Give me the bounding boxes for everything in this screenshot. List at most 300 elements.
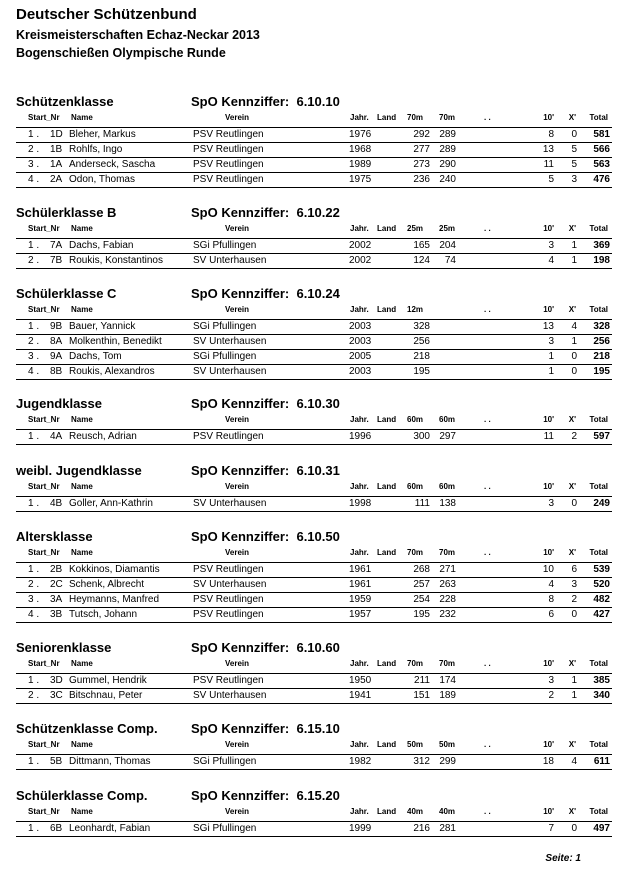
cell-place: 2 . [28, 144, 40, 155]
column-tens: 10' [543, 415, 554, 424]
column-verein: Verein [225, 548, 250, 557]
column-dots: . . [484, 548, 491, 557]
column-distance-1: 70m [407, 113, 424, 122]
cell-xs: 2 [571, 594, 577, 605]
cell-tens: 11 [543, 431, 554, 442]
spo-label: SpO Kennziffer: [191, 286, 290, 301]
column-total: Total [589, 548, 608, 557]
cell-place: 4 . [28, 366, 40, 377]
cell-score-2: 74 [444, 255, 456, 266]
table-row [16, 239, 612, 254]
cell-score-2: 228 [439, 594, 456, 605]
document-title: Deutscher Schützenbund [16, 6, 197, 23]
table-row [16, 173, 612, 188]
cell-total: 218 [593, 351, 610, 362]
cell-year: 1998 [349, 498, 372, 509]
cell-total: 340 [593, 690, 610, 701]
cell-name: Heymanns, Manfred [69, 594, 160, 605]
cell-total: 249 [593, 498, 610, 509]
cell-start-nr: 2B [50, 564, 63, 575]
column-verein: Verein [225, 415, 250, 424]
spo-label: SpO Kennziffer: [191, 463, 290, 478]
spo-code [191, 721, 340, 736]
spo-label: SpO Kennziffer: [191, 205, 290, 220]
column-xs: X' [568, 482, 576, 491]
section-title: Altersklasse [16, 529, 93, 544]
cell-xs: 1 [571, 336, 577, 347]
section-title: Schützenklasse [16, 94, 114, 109]
cell-place: 4 . [28, 174, 40, 185]
column-distance-2: 40m [439, 807, 456, 816]
cell-xs: 5 [571, 144, 577, 155]
column-distance-2: 70m [439, 113, 456, 122]
spo-number: 6.10.22 [296, 205, 340, 220]
column-land: Land [377, 659, 397, 668]
cell-start-nr: 4A [50, 431, 63, 442]
cell-tens: 13 [542, 144, 554, 155]
cell-club: SGi Pfullingen [193, 321, 257, 332]
column-xs: X' [568, 415, 576, 424]
column-tens: 10' [543, 482, 554, 491]
cell-score-2: 189 [439, 690, 456, 701]
table-row [16, 674, 612, 689]
cell-score-1: 218 [413, 351, 430, 362]
spo-code [191, 94, 340, 109]
table-row [16, 335, 612, 350]
column-total: Total [589, 659, 608, 668]
spo-code [191, 286, 340, 301]
spo-label: SpO Kennziffer: [191, 721, 290, 736]
cell-score-1: 254 [413, 594, 430, 605]
cell-score-2: 299 [439, 756, 456, 767]
column-header-row [0, 482, 631, 496]
cell-total: 482 [593, 594, 610, 605]
cell-score-1: 195 [413, 609, 430, 620]
cell-score-1: 328 [413, 321, 430, 332]
cell-start-nr: 8B [50, 366, 63, 377]
cell-total: 539 [593, 564, 610, 575]
cell-place: 3 . [28, 351, 40, 362]
table-row [16, 563, 612, 578]
column-name: Name [71, 740, 93, 749]
table-row [16, 320, 612, 335]
cell-year: 1941 [349, 690, 372, 701]
table-row [16, 578, 612, 593]
cell-total: 566 [593, 144, 610, 155]
column-jahr: Jahr. [350, 224, 369, 233]
cell-tens: 8 [548, 129, 554, 140]
section-title: Schülerklasse C [16, 286, 117, 301]
column-distance-2: 70m [439, 659, 456, 668]
cell-club: SGi Pfullingen [193, 351, 257, 362]
cell-place: 2 . [28, 255, 40, 266]
cell-club: SV Unterhausen [193, 366, 267, 377]
cell-name: Schenk, Albrecht [69, 579, 145, 590]
cell-score-2: 204 [439, 240, 456, 251]
spo-number: 6.10.60 [296, 640, 340, 655]
column-land: Land [377, 113, 397, 122]
column-dots: . . [484, 740, 491, 749]
cell-name: Goller, Ann-Kathrin [69, 498, 153, 509]
cell-total: 195 [593, 366, 610, 377]
cell-xs: 3 [571, 579, 577, 590]
column-verein: Verein [225, 659, 250, 668]
spo-number: 6.15.20 [296, 788, 340, 803]
table-row [16, 497, 612, 512]
column-name: Name [71, 113, 93, 122]
cell-score-1: 277 [413, 144, 430, 155]
cell-score-2: 240 [439, 174, 456, 185]
column-header-row [0, 113, 631, 127]
cell-tens: 4 [548, 579, 554, 590]
column-verein: Verein [225, 807, 250, 816]
cell-year: 1950 [349, 675, 372, 686]
cell-score-1: 292 [413, 129, 430, 140]
cell-total: 476 [593, 174, 610, 185]
column-start-nr: Start_Nr [28, 659, 60, 668]
spo-label: SpO Kennziffer: [191, 396, 290, 411]
column-name: Name [71, 482, 93, 491]
cell-start-nr: 6B [50, 823, 63, 834]
column-verein: Verein [225, 224, 250, 233]
cell-xs: 5 [571, 159, 577, 170]
table-row [16, 365, 612, 380]
cell-name: Bitschnau, Peter [69, 690, 143, 701]
cell-year: 1989 [349, 159, 372, 170]
cell-place: 1 . [28, 564, 40, 575]
cell-club: SV Unterhausen [193, 498, 267, 509]
cell-place: 1 . [28, 498, 40, 509]
column-tens: 10' [543, 305, 554, 314]
column-land: Land [377, 548, 397, 557]
cell-name: Roukis, Alexandros [69, 366, 155, 377]
spo-code [191, 640, 340, 655]
column-start-nr: Start_Nr [28, 113, 60, 122]
column-dots: . . [484, 659, 491, 668]
cell-tens: 1 [548, 366, 554, 377]
column-start-nr: Start_Nr [28, 807, 60, 816]
cell-score-2: 232 [439, 609, 456, 620]
column-header-row [0, 415, 631, 429]
cell-start-nr: 7B [50, 255, 63, 266]
cell-xs: 0 [571, 498, 577, 509]
cell-club: PSV Reutlingen [193, 129, 264, 140]
column-total: Total [589, 482, 608, 491]
column-name: Name [71, 305, 93, 314]
column-jahr: Jahr. [350, 113, 369, 122]
cell-place: 3 . [28, 594, 40, 605]
table-row [16, 254, 612, 269]
cell-year: 1959 [349, 594, 372, 605]
cell-place: 1 . [28, 823, 40, 834]
cell-xs: 0 [571, 366, 577, 377]
cell-year: 1982 [349, 756, 372, 767]
column-tens: 10' [543, 113, 554, 122]
column-header-row [0, 224, 631, 238]
column-distance-2: 70m [439, 548, 456, 557]
cell-xs: 1 [571, 675, 577, 686]
column-verein: Verein [225, 305, 250, 314]
cell-club: PSV Reutlingen [193, 431, 264, 442]
table-row [16, 430, 612, 445]
column-xs: X' [568, 548, 576, 557]
column-dots: . . [484, 113, 491, 122]
column-distance-1: 60m [407, 482, 424, 491]
cell-club: SV Unterhausen [193, 336, 267, 347]
cell-place: 1 . [28, 756, 40, 767]
cell-name: Anderseck, Sascha [69, 159, 156, 170]
cell-tens: 3 [548, 240, 554, 251]
column-distance-2: 25m [439, 224, 456, 233]
cell-score-2: 289 [439, 144, 456, 155]
column-verein: Verein [225, 113, 250, 122]
column-xs: X' [568, 224, 576, 233]
column-distance-1: 25m [407, 224, 424, 233]
cell-club: PSV Reutlingen [193, 564, 264, 575]
cell-score-2: 289 [439, 129, 456, 140]
cell-club: SV Unterhausen [193, 690, 267, 701]
section-title: Jugendklasse [16, 396, 102, 411]
cell-xs: 6 [571, 564, 577, 575]
cell-tens: 2 [548, 690, 554, 701]
column-header-row [0, 807, 631, 821]
column-xs: X' [568, 740, 576, 749]
section-title: weibl. Jugendklasse [16, 463, 142, 478]
column-total: Total [589, 415, 608, 424]
cell-place: 1 . [28, 129, 40, 140]
column-dots: . . [484, 415, 491, 424]
column-distance-2: 60m [439, 415, 456, 424]
column-header-row [0, 659, 631, 673]
cell-year: 2002 [349, 255, 372, 266]
column-total: Total [589, 807, 608, 816]
column-total: Total [589, 113, 608, 122]
cell-score-2: 263 [439, 579, 456, 590]
cell-xs: 4 [571, 756, 577, 767]
cell-place: 1 . [28, 675, 40, 686]
cell-tens: 10 [542, 564, 554, 575]
column-total: Total [589, 740, 608, 749]
column-total: Total [589, 305, 608, 314]
column-distance-1: 60m [407, 415, 424, 424]
cell-year: 1976 [349, 129, 372, 140]
cell-name: Dachs, Fabian [69, 240, 134, 251]
cell-club: PSV Reutlingen [193, 675, 264, 686]
cell-xs: 1 [571, 255, 577, 266]
table-row [16, 822, 612, 837]
cell-score-1: 195 [413, 366, 430, 377]
spo-code [191, 205, 340, 220]
cell-club: PSV Reutlingen [193, 594, 264, 605]
cell-club: PSV Reutlingen [193, 174, 264, 185]
cell-name: Dachs, Tom [69, 351, 122, 362]
cell-club: PSV Reutlingen [193, 609, 264, 620]
column-tens: 10' [543, 659, 554, 668]
column-verein: Verein [225, 482, 250, 491]
spo-label: SpO Kennziffer: [191, 788, 290, 803]
column-name: Name [71, 807, 93, 816]
column-jahr: Jahr. [350, 305, 369, 314]
column-start-nr: Start_Nr [28, 548, 60, 557]
cell-name: Roukis, Konstantinos [69, 255, 163, 266]
cell-club: SV Unterhausen [193, 579, 267, 590]
cell-score-2: 138 [439, 498, 456, 509]
column-land: Land [377, 224, 397, 233]
column-xs: X' [568, 305, 576, 314]
column-name: Name [71, 415, 93, 424]
cell-xs: 2 [571, 431, 577, 442]
cell-name: Reusch, Adrian [69, 431, 137, 442]
table-row [16, 689, 612, 704]
column-header-row [0, 548, 631, 562]
cell-year: 1961 [349, 564, 372, 575]
cell-year: 1968 [349, 144, 372, 155]
section-title: Schülerklasse Comp. [16, 788, 148, 803]
column-tens: 10' [543, 807, 554, 816]
cell-score-2: 297 [439, 431, 456, 442]
cell-score-1: 111 [414, 498, 430, 509]
column-total: Total [589, 224, 608, 233]
cell-year: 1957 [349, 609, 372, 620]
column-dots: . . [484, 224, 491, 233]
cell-year: 1999 [349, 823, 372, 834]
cell-year: 2003 [349, 336, 372, 347]
spo-label: SpO Kennziffer: [191, 94, 290, 109]
spo-code [191, 788, 340, 803]
cell-year: 2002 [349, 240, 372, 251]
cell-score-1: 151 [413, 690, 430, 701]
column-land: Land [377, 482, 397, 491]
column-start-nr: Start_Nr [28, 224, 60, 233]
column-dots: . . [484, 305, 491, 314]
cell-place: 1 . [28, 431, 40, 442]
cell-total: 427 [593, 609, 610, 620]
cell-year: 1975 [349, 174, 372, 185]
column-tens: 10' [543, 548, 554, 557]
cell-start-nr: 1A [50, 159, 63, 170]
column-distance-1: 40m [407, 807, 424, 816]
cell-total: 198 [593, 255, 610, 266]
cell-start-nr: 3C [50, 690, 63, 701]
cell-place: 1 . [28, 321, 40, 332]
cell-xs: 0 [571, 351, 577, 362]
cell-tens: 13 [542, 321, 554, 332]
spo-number: 6.10.31 [296, 463, 340, 478]
cell-score-2: 290 [439, 159, 456, 170]
cell-xs: 0 [571, 129, 577, 140]
cell-start-nr: 4B [50, 498, 63, 509]
column-name: Name [71, 659, 93, 668]
table-row [16, 755, 612, 770]
cell-name: Molkenthin, Benedikt [69, 336, 162, 347]
cell-start-nr: 1D [50, 129, 63, 140]
column-distance-1: 70m [407, 548, 424, 557]
cell-score-1: 268 [413, 564, 430, 575]
column-distance-2: 50m [439, 740, 456, 749]
cell-tens: 8 [548, 594, 554, 605]
cell-place: 1 . [28, 240, 40, 251]
column-land: Land [377, 740, 397, 749]
column-xs: X' [568, 113, 576, 122]
section-title: Schützenklasse Comp. [16, 721, 158, 736]
column-xs: X' [568, 807, 576, 816]
cell-name: Gummel, Hendrik [69, 675, 147, 686]
cell-start-nr: 3B [50, 609, 63, 620]
column-jahr: Jahr. [350, 548, 369, 557]
event-title: Kreismeisterschaften Echaz-Neckar 2013 [16, 28, 260, 42]
cell-tens: 3 [548, 675, 554, 686]
column-header-row [0, 740, 631, 754]
cell-start-nr: 3A [50, 594, 63, 605]
cell-score-1: 312 [413, 756, 430, 767]
cell-total: 597 [593, 431, 610, 442]
cell-year: 2003 [349, 321, 372, 332]
spo-code [191, 463, 340, 478]
cell-total: 385 [593, 675, 610, 686]
table-row [16, 128, 612, 143]
column-header-row [0, 305, 631, 319]
section-title: Schülerklasse B [16, 205, 117, 220]
column-dots: . . [484, 482, 491, 491]
column-verein: Verein [225, 740, 250, 749]
cell-score-1: 211 [414, 675, 430, 686]
cell-score-1: 257 [413, 579, 430, 590]
column-jahr: Jahr. [350, 482, 369, 491]
cell-total: 581 [593, 129, 610, 140]
cell-name: Tutsch, Johann [69, 609, 138, 620]
table-row [16, 608, 612, 623]
cell-start-nr: 2A [50, 174, 63, 185]
cell-tens: 1 [548, 351, 554, 362]
cell-xs: 1 [571, 690, 577, 701]
column-start-nr: Start_Nr [28, 482, 60, 491]
cell-start-nr: 5B [50, 756, 63, 767]
cell-total: 328 [593, 321, 610, 332]
cell-total: 563 [593, 159, 610, 170]
cell-total: 611 [593, 756, 610, 767]
cell-xs: 3 [571, 174, 577, 185]
cell-place: 3 . [28, 159, 40, 170]
cell-start-nr: 9B [50, 321, 63, 332]
cell-start-nr: 2C [50, 579, 63, 590]
cell-score-1: 236 [413, 174, 430, 185]
cell-place: 2 . [28, 579, 40, 590]
cell-name: Odon, Thomas [69, 174, 135, 185]
cell-tens: 5 [548, 174, 554, 185]
cell-club: SGi Pfullingen [193, 756, 257, 767]
cell-name: Rohlfs, Ingo [69, 144, 123, 155]
cell-start-nr: 9A [50, 351, 63, 362]
spo-code [191, 529, 340, 544]
cell-tens: 3 [548, 498, 554, 509]
cell-tens: 6 [548, 609, 554, 620]
cell-score-1: 273 [413, 159, 430, 170]
column-start-nr: Start_Nr [28, 740, 60, 749]
section-title: Seniorenklasse [16, 640, 112, 655]
cell-name: Bleher, Markus [69, 129, 136, 140]
spo-number: 6.10.30 [296, 396, 340, 411]
cell-place: 2 . [28, 690, 40, 701]
cell-tens: 18 [542, 756, 554, 767]
spo-number: 6.10.50 [296, 529, 340, 544]
cell-name: Dittmann, Thomas [69, 756, 151, 767]
cell-name: Leonhardt, Fabian [69, 823, 151, 834]
page-number: Seite: 1 [545, 853, 581, 864]
spo-number: 6.10.10 [296, 94, 340, 109]
column-land: Land [377, 415, 397, 424]
cell-club: SGi Pfullingen [193, 240, 257, 251]
cell-score-2: 174 [439, 675, 456, 686]
